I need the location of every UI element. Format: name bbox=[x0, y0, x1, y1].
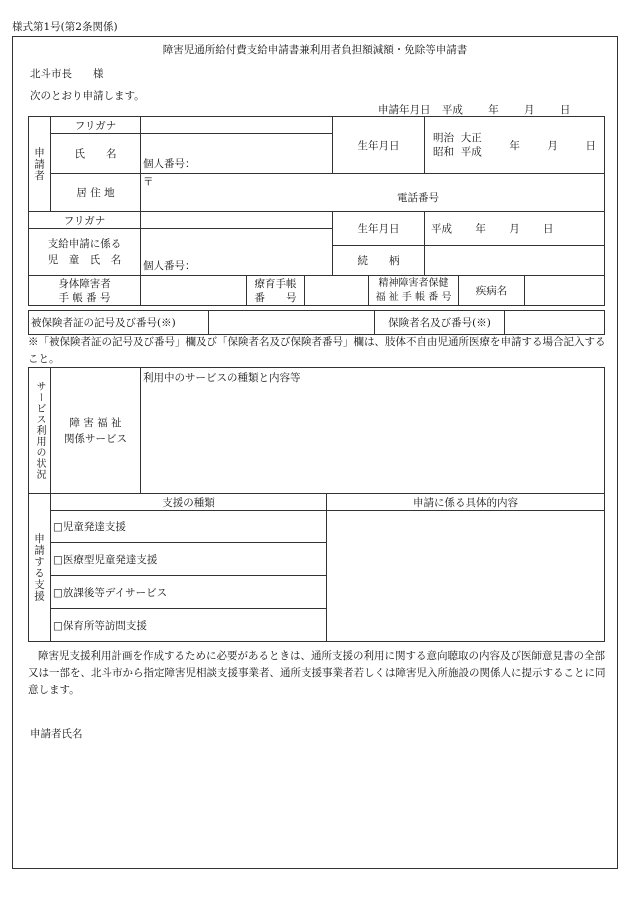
service-category-line1: 障 害 福 祉 bbox=[69, 416, 122, 429]
applicant-dob-year: 年 bbox=[509, 139, 520, 152]
application-date-day: 日 bbox=[559, 104, 571, 116]
application-date-month: 月 bbox=[524, 104, 535, 116]
support-type-header: 支援の種類 bbox=[51, 494, 327, 511]
addressee: 北斗市長 様 bbox=[30, 68, 104, 80]
applicant-dob-label: 生年月日 bbox=[333, 117, 425, 174]
form-id: 様式第1号(第2条関係) bbox=[12, 21, 118, 33]
child-relation-field[interactable] bbox=[425, 246, 605, 276]
era-taisho: 大正 bbox=[460, 132, 482, 144]
applicant-dob-day: 日 bbox=[585, 139, 597, 152]
applicant-dob-month: 月 bbox=[547, 139, 558, 152]
physical-cert-label-line2: 手 帳 番 号 bbox=[58, 291, 111, 304]
applicant-furigana-field[interactable] bbox=[141, 117, 333, 134]
child-relation-label: 続 柄 bbox=[333, 246, 425, 276]
applicant-my-number-label: 個人番号： bbox=[143, 158, 196, 170]
form-title: 障害児通所給付費支給申請書兼利用者負担額減額・免除等申請書 bbox=[162, 44, 468, 56]
ryoiku-cert-field[interactable] bbox=[305, 276, 369, 306]
child-dob-day: 日 bbox=[543, 223, 554, 235]
disease-label: 疾病名 bbox=[459, 276, 525, 306]
applicant-table bbox=[28, 116, 605, 306]
support-section-label: 申請する支援 bbox=[29, 494, 51, 642]
signature-field[interactable] bbox=[100, 722, 320, 740]
intro-text: 次のとおり申請します。 bbox=[30, 90, 145, 102]
child-name-label-line2: 児 童 氏 名 bbox=[47, 254, 122, 266]
era-meiji: 明治 bbox=[433, 132, 455, 144]
mental-cert-label-line2: 福 祉 手 帳 番 号 bbox=[375, 291, 452, 303]
service-status-label: サービス利用の状況 bbox=[29, 368, 51, 494]
service-status-table bbox=[28, 367, 605, 494]
support-detail-header: 申請に係る具体的内容 bbox=[327, 494, 605, 511]
support-detail-field[interactable] bbox=[327, 511, 605, 642]
ryoiku-cert-label-line1: 療育手帳 bbox=[254, 277, 297, 290]
service-category-line2: 関係サービス bbox=[64, 432, 127, 445]
application-date-label: 申請年月日 bbox=[378, 104, 431, 116]
applicant-furigana-label: フリガナ bbox=[51, 117, 141, 134]
insurer-label: 保険者名及び番号(※) bbox=[375, 311, 505, 335]
mental-cert-label bbox=[369, 276, 459, 306]
child-name-field[interactable] bbox=[141, 229, 333, 276]
consent-text: 障害児支援利用計画を作成するために必要があるときは、通所支援の利用に関する意向聴取の内容及び医師意見書の全部又は一部を、北斗市から指定障害児相談支援事業者、通所支援事業者若しくは障害児入所施設の関係人に提示することに同意します。 bbox=[28, 650, 606, 696]
child-name-label-line1: 支給申請に係る bbox=[47, 238, 122, 250]
service-content-field[interactable] bbox=[141, 368, 605, 494]
ryoiku-cert-label bbox=[247, 276, 305, 306]
child-dob-year: 年 bbox=[475, 223, 486, 235]
applicant-address-label: 居 住 地 bbox=[51, 174, 141, 212]
child-dob-field[interactable] bbox=[425, 212, 605, 246]
insured-number-field[interactable] bbox=[209, 311, 375, 335]
insured-number-label: 被保険者証の記号及び番号(※) bbox=[29, 311, 209, 335]
service-category-label bbox=[51, 368, 141, 494]
support-table bbox=[28, 493, 605, 642]
note-text: ※「被保険者証の記号及び番号」欄及び「保険者名及び保険者番号」欄は、肢体不自由児通所医療を申請する場合記入すること。 bbox=[28, 336, 606, 365]
support-item-nursery-visit-support[interactable]: □保育所等訪問支援 bbox=[51, 609, 327, 642]
postal-mark: 〒 bbox=[143, 176, 154, 188]
applicant-name-label: 氏 名 bbox=[51, 134, 141, 174]
insurer-field[interactable] bbox=[505, 311, 605, 335]
era-showa: 昭和 bbox=[433, 146, 455, 158]
era-heisei: 平成 bbox=[460, 146, 482, 158]
applicant-name-field[interactable] bbox=[141, 134, 333, 174]
disease-field[interactable] bbox=[525, 276, 605, 306]
applicant-dob-field[interactable] bbox=[425, 117, 605, 174]
child-name-label bbox=[29, 229, 141, 276]
ryoiku-cert-label-line2: 番 号 bbox=[254, 291, 297, 304]
application-date-era: 平成 bbox=[441, 104, 463, 116]
physical-cert-field[interactable] bbox=[141, 276, 247, 306]
application-date bbox=[378, 102, 570, 117]
applicant-section-label: 申請者 bbox=[29, 117, 51, 212]
application-date-year: 年 bbox=[488, 104, 499, 116]
child-my-number-label: 個人番号： bbox=[143, 260, 196, 272]
physical-cert-label-line1: 身体障害者 bbox=[58, 277, 111, 290]
support-item-after-school-day-service[interactable]: □放課後等デイサービス bbox=[51, 576, 327, 609]
support-item-medical-child-development[interactable]: □医療型児童発達支援 bbox=[51, 543, 327, 576]
child-furigana-label: フリガナ bbox=[29, 212, 141, 229]
support-item-child-development[interactable]: □児童発達支援 bbox=[51, 511, 327, 543]
physical-cert-label bbox=[29, 276, 141, 306]
child-dob-label: 生年月日 bbox=[333, 212, 425, 246]
insurance-table bbox=[28, 310, 605, 335]
child-dob-era: 平成 bbox=[431, 223, 453, 235]
applicant-address-field[interactable] bbox=[141, 174, 605, 212]
service-content-header: 利用中のサービスの種類と内容等 bbox=[143, 372, 301, 384]
mental-cert-label-line1: 精神障害者保健 bbox=[378, 277, 449, 289]
phone-label: 電話番号 bbox=[397, 192, 440, 204]
child-furigana-field[interactable] bbox=[141, 212, 333, 229]
child-dob-month: 月 bbox=[509, 223, 520, 235]
signature-label: 申請者氏名 bbox=[30, 728, 83, 740]
